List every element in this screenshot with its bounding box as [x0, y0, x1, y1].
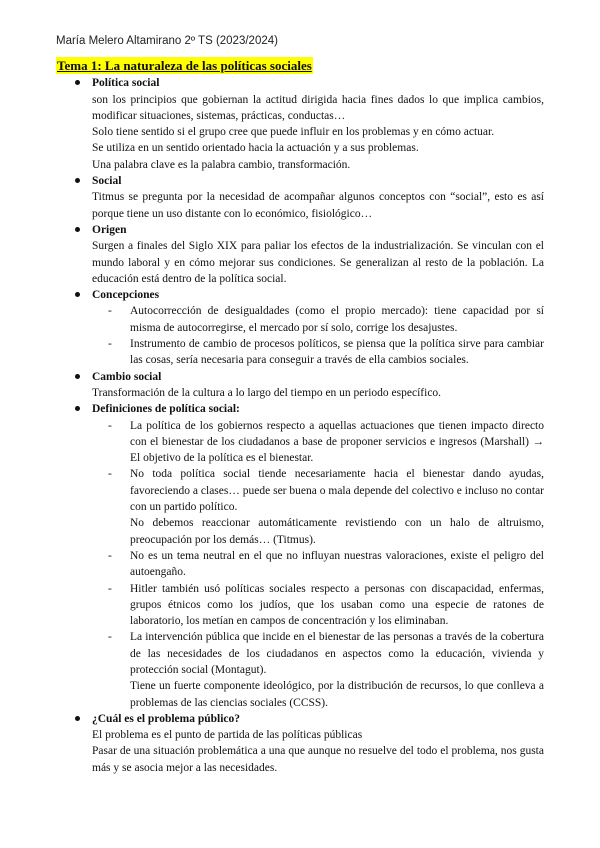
dash-icon: -: [108, 305, 112, 318]
section-definiciones: [56, 401, 544, 711]
document-body: [56, 57, 544, 776]
list-item: - Hitler también usó políticas sociales respecto a personas con discapacidad, enfermas, grupos étnicos como los judíos, que los usaban como una especie de ratones de laboratorio, los metían en campos de concentración y los eliminaban.: [108, 582, 544, 628]
paragraph: Transformación de la cultura a lo largo del tiempo en un periodo específico.: [92, 386, 442, 399]
paragraph: Se utiliza en un sentido orientado hacia la actuación y a sus problemas.: [92, 142, 419, 155]
paragraph: Pasar de una situación problemática a una que aunque no resuelve del todo el problema, nos gusta más y se asocia mejor a las necesidades.: [92, 745, 544, 774]
list-item: - No toda política social tiende necesariamente hacia el bienestar dando ayudas, favoreciendo a clases… puede ser buena o mala depende del colectivo e incluso no contar con un partido político.: [108, 468, 544, 514]
paragraph: Una palabra clave es la palabra cambio, transformación.: [92, 158, 351, 171]
section-cambio-social: [56, 369, 544, 402]
list-item-continuation: No debemos reaccionar automáticamente revistiendo con un halo de altruismo, preocupación por los demás… (Titmus).: [130, 517, 544, 546]
section-heading: Social: [92, 175, 122, 188]
section-heading: Cambio social: [92, 370, 162, 383]
paragraph: Surgen a finales del Siglo XIX para paliar los efectos de la industrialización. Se vinculan con el mundo laboral y en cómo mejorar sus condiciones. Se generalizan al resto de la población. La educación está dentro de la política social.: [92, 240, 544, 285]
paragraph: son los principios que gobiernan la actitud dirigida hacia fines dados lo que implica cambios, modificar situaciones, sistemas, prácticas, conductas…: [92, 93, 544, 122]
dash-icon: -: [108, 549, 112, 562]
section-origen: [56, 222, 544, 287]
dash-icon: -: [108, 631, 112, 644]
section-heading: Definiciones de política social:: [92, 403, 240, 416]
section-heading: Concepciones: [92, 289, 160, 302]
section-problema-publico: [56, 711, 544, 776]
page-title: Tema 1: La naturaleza de las políticas sociales: [57, 58, 312, 73]
list-item: - Autocorrección de desigualdades (como el propio mercado): tiene capacidad por sí misma de autocorregirse, el mercado por sí solo, corrige los desajustes.: [108, 305, 544, 334]
section-concepciones: [56, 287, 544, 368]
paragraph: El problema es el punto de partida de las políticas públicas: [92, 729, 363, 742]
section-social: [56, 173, 544, 222]
dash-icon: -: [108, 582, 112, 595]
list-item: - La política de los gobiernos respecto a aquellas actuaciones que tienen impacto directo con el bienestar de los ciudadanos a base de proponer servicios e ingresos (Marshall) → El objetivo de la política es el bienestar.: [108, 419, 544, 465]
dash-icon: -: [108, 468, 112, 481]
section-heading: Origen: [92, 223, 127, 236]
section-heading: Política social: [92, 77, 160, 90]
section-heading: ¿Cuál es el problema público?: [92, 712, 241, 725]
paragraph: Solo tiene sentido si el grupo cree que puede influir en los problemas y en cómo actuar.: [92, 126, 495, 139]
dash-icon: -: [108, 419, 112, 432]
section-politica-social: [56, 75, 544, 173]
list-item: - La intervención pública que incide en el bienestar de las personas a través de la cobertura de las necesidades de los ciudadanos en aspectos como la educación, vivienda y protección social (Montagut).: [108, 631, 544, 676]
paragraph: Titmus se pregunta por la necesidad de acompañar algunos conceptos con “social”, esto es así porque tiene un uso distante con lo económico, fisiológico…: [92, 191, 544, 220]
list-item: - No es un tema neutral en el que no influyan nuestras valoraciones, existe el peligro del autoengaño.: [108, 549, 544, 579]
dash-icon: -: [108, 338, 112, 351]
author-header: María Melero Altamirano 2º TS (2023/2024): [56, 35, 278, 47]
list-item: - Instrumento de cambio de procesos políticos, se piensa que la política sirve para cambiar las cosas, sería necesaria para conseguir a través de ella cambios sociales.: [108, 338, 544, 367]
list-item-continuation: Tiene un fuerte componente ideológico, por la distribución de recursos, lo que conlleva a problemas de las ciencias sociales (CCSS).: [130, 680, 544, 709]
